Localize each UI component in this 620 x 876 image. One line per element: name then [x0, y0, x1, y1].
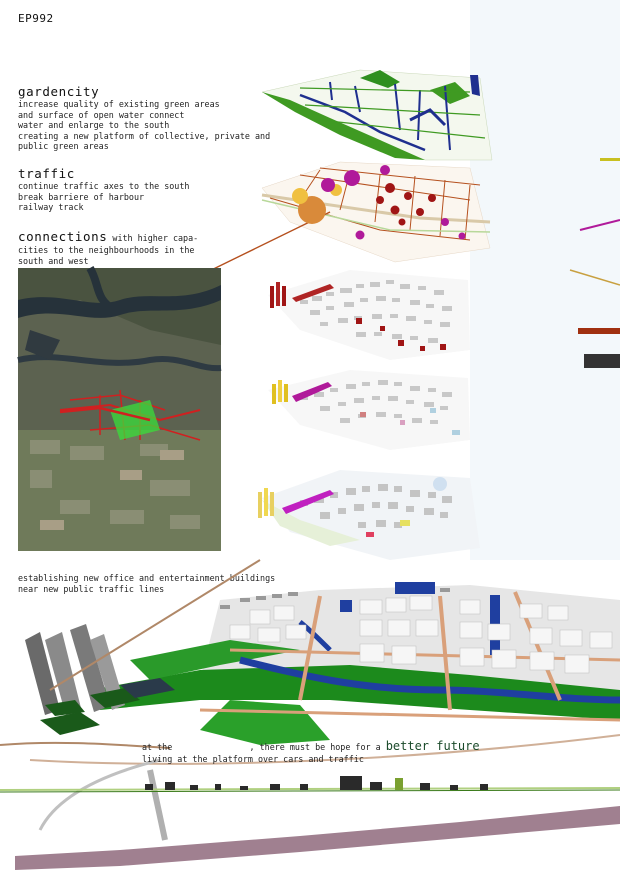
- gardencity-title: gardencity: [18, 84, 100, 99]
- perspective-city: [0, 560, 620, 840]
- connections-diagram: [268, 270, 470, 360]
- gardencity-body: increase quality of existing green areas and surface of open water connect water and enlarge to the south creating a new platform of collective, private and public green areas: [18, 99, 271, 152]
- diversity-diagram: [258, 470, 480, 560]
- tagline-better-future: better future: [385, 739, 480, 753]
- connections-body: cities to the neighbourhoods in the south and west: [18, 245, 195, 266]
- tagline: [142, 735, 480, 765]
- aerial-map: [18, 268, 221, 551]
- traffic-body: continue traffic axes to the south break barriere of harbour railway track: [18, 181, 190, 213]
- background-wash: [470, 0, 620, 560]
- traffic-title: traffic: [18, 166, 75, 181]
- connections-title: connections: [18, 229, 108, 244]
- tagline-urban-edge: urban edge: [177, 739, 250, 753]
- establishing-text: establishing new office and entertainment buildings near new public traffic lines: [18, 573, 276, 594]
- connections-body-inline: with higher capa-: [107, 233, 199, 243]
- gardencity-diagram: [262, 70, 492, 160]
- tagline-line2: living at the platform over cars and traffic: [142, 754, 364, 764]
- tagline-part1: at the: [142, 742, 178, 752]
- tagline-part2: , there must be hope for a: [249, 742, 386, 752]
- foreground-band: [15, 806, 620, 870]
- poster-code: EP992: [18, 12, 54, 25]
- intermix-diagram: [268, 370, 470, 450]
